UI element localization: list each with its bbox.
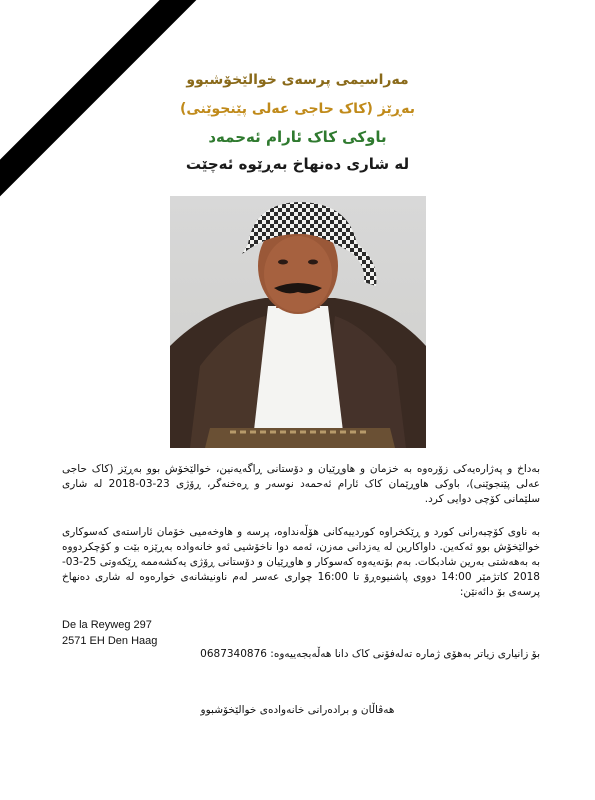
address-street: De la Reyweg 297 <box>62 619 152 631</box>
announcement-paragraph: بەداخ و پەژارەیەکی زۆرەوە بە خزمان و هاوڕێیان و دۆستانی ڕاگەیەنین، خوالێخۆش بوو بەڕێز (کاک حاجی عەلی پێنجوێنی)، باوکی هاوڕێمان کاک ئارام ئەحمەد نوسەر و ڕەخنەگر، ڕۆژی 23-03-2018 لە شاری سلێمانی کۆچی دوایی کرد. <box>62 463 540 505</box>
heading-deceased-name: بەڕێز (کاک حاجی عەلی پێنجوێنی) <box>179 101 416 117</box>
portrait-photo <box>170 196 426 448</box>
address-city: 2571 EH Den Haag <box>62 635 158 647</box>
signature-line: هەڤاڵان و برادەرانی خانەوادەی خوالێخۆشبوو <box>200 704 395 716</box>
heading-location: لە شاری دەنهاخ بەڕێوە ئەچێت <box>185 155 410 173</box>
condolence-paragraph: بە ناوی کۆچبەرانی کورد و ڕێکخراوە کوردییەکانی هۆڵەنداوە، پرسە و هاوخەمیی خۆمان ئاراستەی کەسوکاری خوالێخۆش بوو ئەکەین. داواکارین لە یەزدانی مەزن، ئەمە دوا ناخۆشیی ئەو خانەوادە بەڕێزە بێت و کۆچکردووە بە بەهەشتی بەرین شادبکات. بەم بۆنەیەوە کەسوکار و هاوڕێیان و دۆستانی ڕۆژی یەکشەممە ڕێکەوتی 25-03-2018 کاتژمێر 14:00 دووی پاشنیوەڕۆ تا 16:00 چواری عەسر لەم ناونیشانەی خوارەوە لە شاری دەنهاخ پرسەی بۆ دائەنێن: <box>62 526 540 598</box>
heading-father-of: باوکی کاک ئارام ئەحمەد <box>208 128 387 146</box>
contact-info: بۆ زانیاری زیاتر بەهۆی ژمارە تەلەفۆنی کاک دانا هەڵەبجەییەوە: 0687340876 <box>200 648 540 660</box>
heading-ceremony: مەراسیمی پرسەی خوالێخۆشبوو <box>186 72 409 88</box>
